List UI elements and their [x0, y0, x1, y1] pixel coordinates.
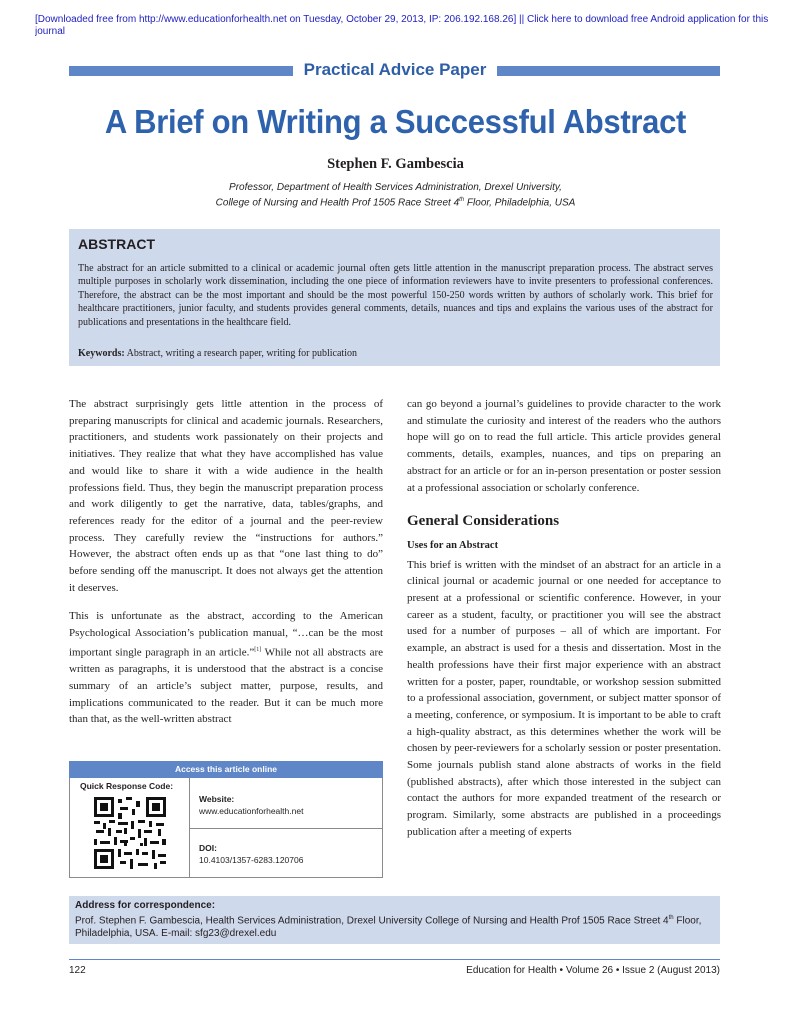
keywords-text: Abstract, writing a research paper, writing for publication [124, 348, 357, 359]
footer-rule [69, 959, 720, 960]
access-box-divider-horizontal [189, 828, 383, 829]
affiliation-line2-end: Floor, Philadelphia, USA [464, 197, 576, 209]
affiliation-line2-text: College of Nursing and Health Prof 1505 Race Street 4 [215, 197, 460, 209]
body-paragraph-2-cont: While not all abstracts are written as paragraphs, it is understood that the abstract is a concise summary of an article’s subject matter, purpose, results, and implications communicated to the reader. But it can be much more than that, as the well-written abstract [69, 646, 384, 726]
correspondence-line1-end: Floor, [673, 915, 702, 927]
journal-info: Education for Health • Volume 26 • Issue 2 (August 2013) [466, 965, 720, 976]
affiliation-line1: Professor, Department of Health Services Administration, Drexel University, [229, 182, 562, 193]
correspondence-line1 [75, 912, 715, 927]
abstract-text: The abstract for an article submitted to a clinical or academic journal often gets little attention in the manuscript preparation process. The abstract serves multiple purposes in scholarly work dissemination, including the one piece of information reviewers have to invite presenters to professional conferences. Therefore, the abstract can be the most important and should be the most powerful 150-250 words written by authors of scholarly work. This brief for healthcare practitioners, junior faculty, and students provides general comments, details, nuances and tips and explains the various uses of the abstract for publications and presentations in the healthcare field. [78, 263, 713, 328]
body-column-left [69, 396, 383, 728]
body-paragraph-3: can go beyond a journal’s guidelines to provide character to the work and stimulate the curiosity and interest of the readers who the authors hope will go on to read the full article. This article provides general comments, details, examples, nuances, and tips on preparing an abstract for an article or for an in-person presentation or poster session at a professional association or scholarly conference. [407, 398, 721, 494]
section-label: Practical Advice Paper [303, 60, 487, 79]
website-link[interactable]: www.educationforhealth.net [199, 806, 304, 816]
correspondence-superscript: th [668, 915, 674, 921]
body-paragraph-2 [69, 608, 383, 728]
website-label: Website: [199, 794, 235, 804]
section-bar-left [69, 66, 293, 76]
qr-code-icon[interactable] [94, 797, 166, 869]
body-paragraph-2-text: This is unfortunate as the abstract, according to the American Psychological Association’s publication manual, “…can be the most important single paragraph in an article.” [69, 610, 383, 659]
keywords [78, 348, 713, 359]
heading-uses-for-abstract: Uses for an Abstract [407, 539, 499, 551]
author-affiliation [0, 181, 791, 209]
author-name: Stephen F. Gambescia [327, 156, 464, 172]
download-notice-line1[interactable]: [Downloaded free from http://www.educationforhealth.net on Tuesday, October 29, 2013, IP: 206.192.168.26] || Click here to download free Android application for this [35, 14, 769, 25]
page-number: 122 [69, 965, 86, 976]
section-bar-right [497, 66, 720, 76]
qr-code-label: Quick Response Code: [80, 781, 174, 791]
correspondence-line2: Philadelphia, USA. E-mail: sfg23@drexel.edu [75, 928, 277, 940]
keywords-label: Keywords: [78, 348, 125, 359]
affiliation-superscript: th [459, 197, 465, 203]
doi-link[interactable]: 10.4103/1357-6283.120706 [199, 855, 304, 865]
body-paragraph-1: The abstract surprisingly gets little attention in the process of preparing manuscripts for clinical and academic journals. Researchers, practitioners, and students work passionately on their projects and initiatives. They realize that what they have accomplished has value and would like to share it with a wide audience in the health professions field. Thus, they begin the manuscript preparation process and work diligently to get the narrative, data, tables/graphs, and references ready for the editor of a journal and the peer-review process. They carefully review the “instructions for authors.” However, the abstract often ends up as that “one last thing to do” before sending off the manuscript. It does not always get the attention it deserves. [69, 398, 383, 594]
correspondence-line1-text: Prof. Stephen F. Gambescia, Health Services Administration, Drexel University College of Nursing and Health Prof 1505 Race Street 4 [75, 915, 669, 927]
affiliation-line2 [0, 194, 791, 209]
access-online-header: Access this article online [69, 761, 383, 778]
body-column-right [407, 396, 721, 841]
download-notice[interactable] [35, 14, 791, 40]
correspondence [75, 899, 715, 940]
doi-label: DOI: [199, 843, 217, 853]
correspondence-label: Address for correspondence: [75, 900, 216, 911]
abstract-heading: ABSTRACT [78, 236, 155, 252]
article-title: A Brief on Writing a Successful Abstract [104, 102, 687, 141]
body-paragraph-4: This brief is written with the mindset of an abstract for an article in a clinical journal or academic journal or one needed for acceptance to present at a professional or scientific conference. However, in your career as a student, faculty, or practitioner you will see the abstract used for a number of purposes – all of which are important. For example, an abstract is used for a thesis and dissertation. Most in the health professions have their first major experience with an abstract written for a poster, paper, roundtable, or workshop session submitted to a professional association, government, or subject matter sponsor of a meeting, conference, or symposium. It is important to be able to craft a high-quality abstract, as this determines whether the work will be chosen by peer-reviewers for a scholarly session or poster presentation. Some journals publish stand alone abstracts of works in the field (published abstracts), after which those interested in the subject can contact the authors for more expanded treatment of the research or program. Similarly, some abstracts are published in a proceedings publication after a meeting of experts [407, 558, 721, 838]
heading-general-considerations: General Considerations [407, 513, 560, 530]
reference-1-link[interactable]: [1] [254, 646, 262, 653]
download-notice-line2[interactable]: journal [35, 26, 66, 37]
